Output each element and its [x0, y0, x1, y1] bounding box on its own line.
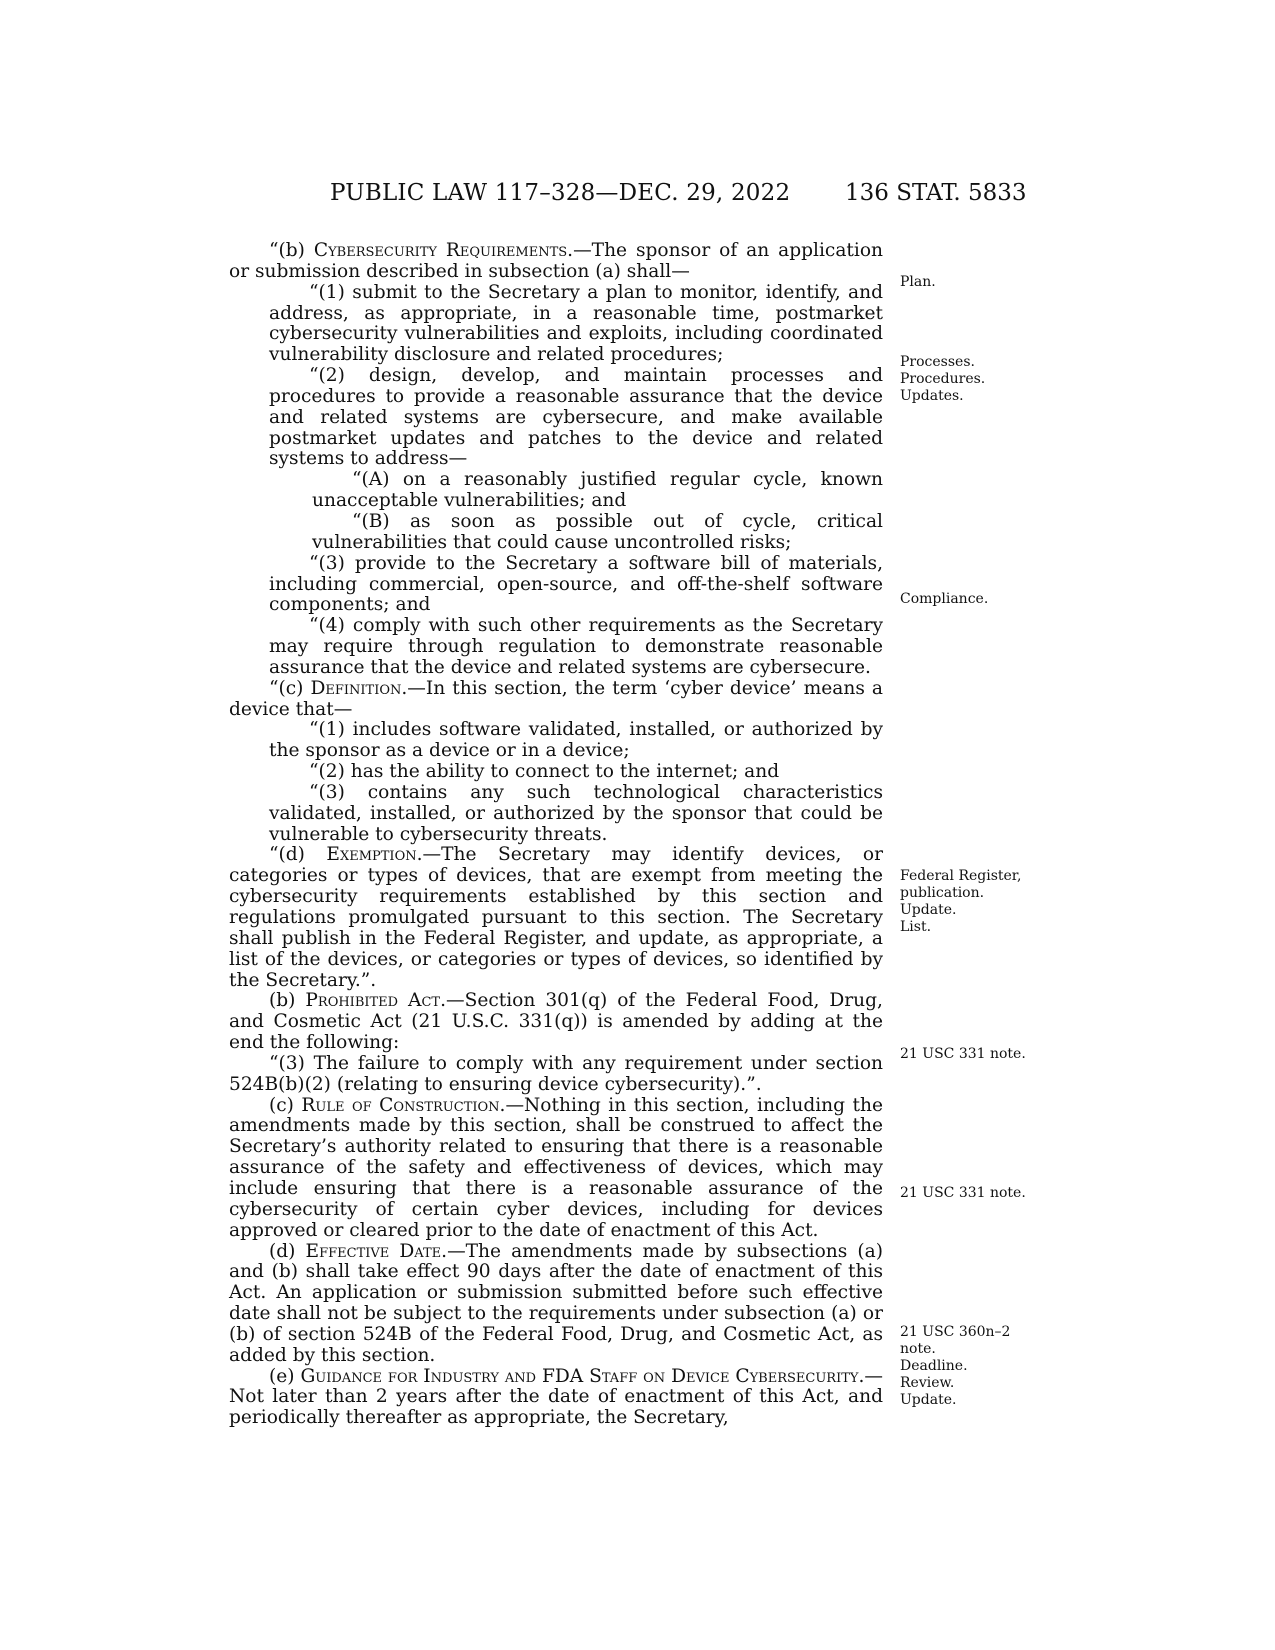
page-header [0, 180, 1275, 220]
paragraph-c1: “(1) includes software validated, installed, or authorized by the sponsor as a device or in a device; [269, 719, 883, 762]
margin-note-usc-331-b: 21 USC 331 note. [900, 1185, 1026, 1201]
inserted-paragraph-3: “(3) The failure to comply with any requirement under section 524B(b)(2) (relating to ensuring device cybersecurity).”. [229, 1052, 883, 1095]
paragraph-c3: “(3) contains any such technological characteristics validated, installed, or authorized by the sponsor that could be vulnerable to cybersecurity threats. [269, 781, 883, 845]
statute-page-number: 136 STAT. 5833 [845, 180, 1027, 206]
subsection-c-definition: “(c) Definition.—In this section, the term ‘cyber device’ means a device that— [229, 677, 883, 720]
paragraph-c2: “(2) has the ability to connect to the internet; and [309, 761, 780, 783]
paragraph-b4: “(4) comply with such other requirements as the Secretary may require through regulation to demonstrate reasonable assurance that the device and related systems are cybersecure. [269, 615, 883, 678]
section-d-effective-date: (d) Effective Date.—The amendments made by subsections (a) and (b) shall take effect 90 days after the date of enactment of this Act. An application or submission submitted before such effective date shall not be subject to the requirements under subsection (a) or (b) of section 524B of the Federal Food, Drug, and Cosmetic Act, as added by this section. [229, 1240, 883, 1366]
subsection-b-cybersecurity-requirements: “(b) Cybersecurity Requirements.—The sponsor of an application or submission described in subsection (a) shall— [229, 240, 883, 282]
section-e-guidance: (e) Guidance for Industry and FDA Staff on Device Cybersecurity.—Not later than 2 years after the date of enactment of this Act, and periodically thereafter as appropriate, the Secretary, [229, 1365, 883, 1429]
public-law-citation: PUBLIC LAW 117–328—DEC. 29, 2022 [330, 180, 791, 206]
subsection-heading: Exemption [326, 844, 417, 866]
subparagraph-b2a: “(A) on a reasonably justified regular cycle, known unacceptable vulnerabilities; and [312, 469, 883, 512]
subsection-heading: Guidance for Industry and FDA Staff on Device Cybersecurity [300, 1365, 859, 1387]
subsection-d-exemption: “(d) Exemption.—The Secretary may identify devices, or categories or types of devices, that are exempt from meeting the cybersecurity requirements established by this section and regulations promulgated pursuant to this section. The Secretary shall publish in the Federal Register, and update, as appropriate, a list of the devices, or categories or types of devices, so identified by the Secretary.”. [229, 844, 883, 991]
paragraph-b3: “(3) provide to the Secretary a software bill of materials, including commercial, open-source, and off-the-shelf software components; and [269, 552, 883, 616]
section-c-rule-of-construction: (c) Rule of Construction.—Nothing in this section, including the amendments made by this section, shall be construed to affect the Secretary’s authority related to ensuring that there is a reasonable assurance of the safety and effectiveness of devices, which may include ensuring that there is a reasonable assurance of the cybersecurity of certain cyber devices, including for devices approved or cleared prior to the date of enactment of this Act. [229, 1094, 883, 1241]
subsection-heading: Rule of Construction [301, 1094, 500, 1116]
paragraph-b1: “(1) submit to the Secretary a plan to monitor, identify, and address, as appropriate, in a reasonable time, postmarket cybersecurity vulnerabilities and exploits, including coordinated vulnerability disclosure and related procedures; [269, 281, 883, 366]
subsection-heading: Definition [310, 677, 402, 699]
margin-note-processes: Processes. Procedures. Updates. [900, 354, 986, 404]
margin-note-usc-360n: 21 USC 360n–2 note. Deadline. Review. Update. [900, 1324, 1011, 1408]
body-text [229, 241, 883, 1429]
margin-note-usc-331-a: 21 USC 331 note. [900, 1046, 1026, 1062]
subsection-heading: Prohibited Act [305, 990, 441, 1012]
subsection-heading: Cybersecurity Requirements [313, 240, 568, 261]
subparagraph-b2b: “(B) as soon as possible out of cycle, critical vulnerabilities that could cause uncontrolled risks; [312, 510, 883, 553]
margin-note-plan: Plan. [900, 274, 936, 290]
paragraph-b2: “(2) design, develop, and maintain processes and procedures to provide a reasonable assurance that the device and related systems are cybersecure, and make available postmarket updates and patches to the device and related systems to address— [269, 365, 883, 470]
section-b-prohibited-act: (b) Prohibited Act.—Section 301(q) of the Federal Food, Drug, and Cosmetic Act (21 U.S.C. 331(q)) is amended by adding at the end the following: [229, 990, 883, 1054]
subsection-heading: Effective Date [305, 1240, 442, 1262]
margin-note-federal-register: Federal Register, publication. Update. List. [900, 868, 1022, 935]
margin-note-compliance: Compliance. [900, 591, 989, 607]
